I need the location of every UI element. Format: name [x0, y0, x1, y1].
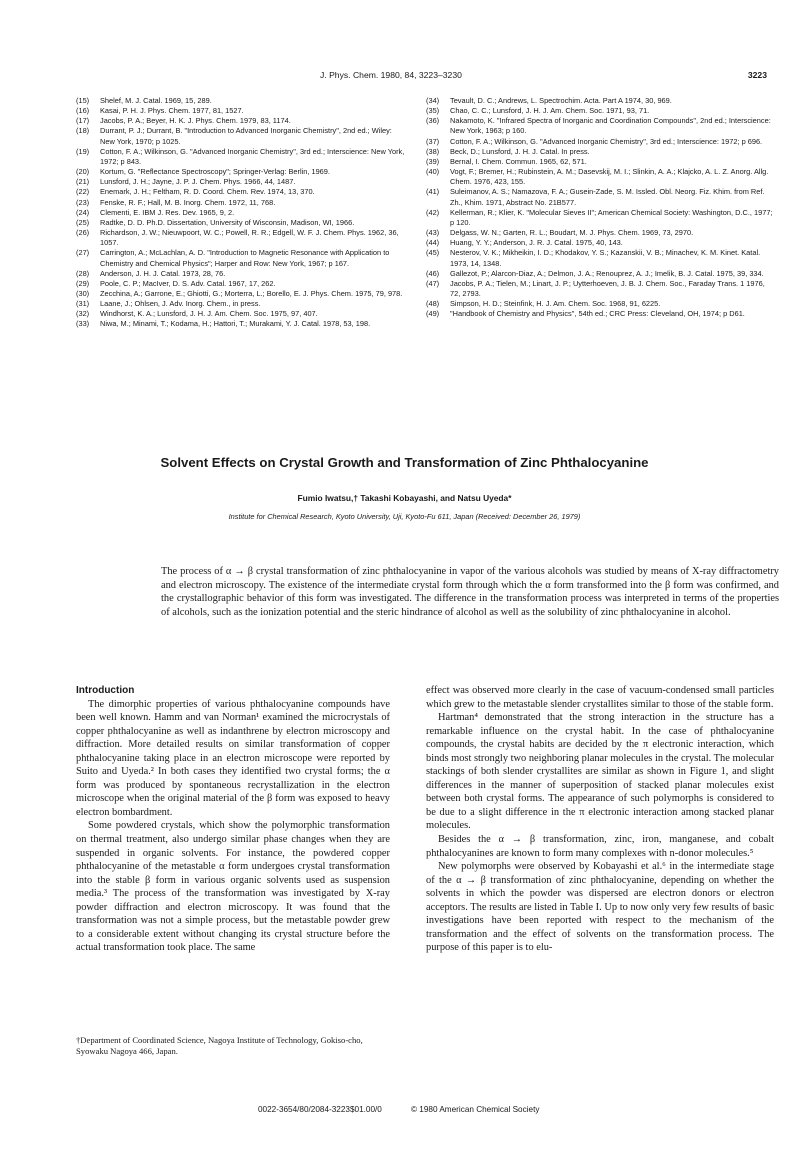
- reference-number: (41): [426, 187, 440, 197]
- reference-number: (36): [426, 116, 440, 126]
- reference-number: (40): [426, 167, 440, 177]
- reference-text: Niwa, M.; Minami, T.; Kodama, H.; Hattori, T.; Murakami, Y. J. Catal. 1978, 53, 198.: [100, 319, 371, 329]
- reference-number: (26): [76, 228, 90, 238]
- reference-item: [76, 248, 408, 268]
- reference-item: [76, 309, 408, 319]
- reference-item: [426, 157, 774, 167]
- reference-text: Cotton, F. A.; Wilkinson, G. "Advanced Inorganic Chemistry", 3rd ed.; Interscience: 1972; p 696.: [450, 136, 763, 146]
- reference-text: Beck, D.; Lunsford, J. H. J. Catal. In press.: [450, 146, 590, 156]
- reference-item: [426, 208, 774, 228]
- reference-list-left: [76, 96, 408, 330]
- reference-text: Zecchina, A.; Garrone, E.; Ghiotti, G.; Morterra, L.; Borello, E. J. Phys. Chem. 1975, 79, 978.: [100, 288, 403, 298]
- reference-text: Huang, Y. Y.; Anderson, J. R. J. Catal. 1975, 40, 143.: [450, 238, 623, 248]
- reference-item: [426, 238, 774, 248]
- reference-text: Richardson, J. W.; Nieuwpoort, W. C.; Powell, R. R.; Edgell, W. F. J. Chem. Phys. 1962, 36, 1057.: [100, 228, 399, 248]
- reference-text: Anderson, J. H. J. Catal. 1973, 28, 76.: [100, 268, 226, 278]
- reference-number: (16): [76, 106, 90, 116]
- reference-number: (45): [426, 248, 440, 258]
- reference-text: Lunsford, J. H.; Jayne, J. P. J. Chem. Phys. 1966, 44, 1487.: [100, 177, 296, 187]
- reference-number: (29): [76, 278, 90, 288]
- reference-item: [76, 177, 408, 187]
- article-affiliation: Institute for Chemical Research, Kyoto University, Uji, Kyoto-Fu 611, Japan (Received: December 26, 1979): [228, 512, 581, 521]
- reference-number: (17): [76, 116, 90, 126]
- reference-number: (31): [76, 299, 90, 309]
- reference-item: [76, 106, 408, 116]
- reference-item: [426, 228, 774, 238]
- reference-number: (34): [426, 96, 440, 105]
- reference-number: (42): [426, 207, 440, 217]
- reference-text: Jacobs, P. A.; Tielen, M.; Linart, J. P.; Uytterhoeven, J. B. J. Chem. Soc., Faraday Trans. 1 1976, 72, 2793.: [450, 278, 765, 298]
- reference-text: Suleimanov, A. S.; Namazova, F. A.; Gusein-Zade, S. M. Issled. Obl. Neorg. Fiz. Khim. from Ref. Zh., Khim. 1971, Abstract No. 21B577.: [450, 187, 765, 207]
- reference-number: (47): [426, 278, 440, 288]
- reference-number: (33): [76, 319, 90, 329]
- reference-text: Windhorst, K. A.; Lunsford, J. H. J. Am. Chem. Soc. 1975, 97, 407.: [100, 309, 318, 319]
- reference-number: (37): [426, 136, 440, 146]
- body-paragraph: Besides the α → β transformation, zinc, iron, manganese, and cobalt phthalocyanines are known to form many complexes with n-donor molecules.⁵: [426, 834, 774, 859]
- reference-text: Delgass, W. N.; Garten, R. L.; Boudart, M. J. Phys. Chem. 1969, 73, 2970.: [450, 228, 694, 238]
- reference-text: Shelef, M. J. Catal. 1969, 15, 289.: [100, 96, 212, 105]
- reference-item: [76, 96, 408, 106]
- reference-text: Clementi, E. IBM J. Res. Dev. 1965, 9, 2.: [100, 207, 235, 217]
- reference-text: Poole, C. P.; MacIver, D. S. Adv. Catal. 1967, 17, 262.: [100, 278, 276, 288]
- reference-item: [76, 269, 408, 279]
- reference-text: Nesterov, V. K.; Mikheikin, I. D.; Khodakov, Y. S.; Kazanskii, V. B.; Minachev, K. M. Kinet. Katal. 1973, 14, 1348.: [450, 248, 761, 268]
- reference-text: Jacobs, P. A.; Beyer, H. K. J. Phys. Chem. 1979, 83, 1174.: [100, 116, 291, 126]
- reference-item: [76, 167, 408, 177]
- body-column-left: [76, 684, 390, 955]
- reference-item: [426, 279, 774, 299]
- reference-text: Simpson, H. D.; Steinfink, H. J. Am. Chem. Soc. 1968, 91, 6225.: [450, 299, 661, 309]
- reference-number: (38): [426, 146, 440, 156]
- reference-text: Durrant, P. J.; Durrant, B. "Introduction to Advanced Inorganic Chemistry", 2nd ed.; Wiley: New York, 1970; p 1025.: [100, 126, 392, 146]
- reference-item: [426, 299, 774, 309]
- reference-item: [76, 228, 408, 248]
- reference-item: [76, 218, 408, 228]
- reference-number: (25): [76, 217, 90, 227]
- body-paragraph: effect was observed more clearly in the case of vacuum-condensed small particles which grew to the metastable slender crystallites similar to those of the stable form.: [426, 685, 774, 710]
- reference-number: (48): [426, 299, 440, 309]
- reference-item: [76, 208, 408, 218]
- reference-item: [426, 309, 774, 319]
- reference-item: [426, 269, 774, 279]
- reference-text: Fenske, R. F.; Hall, M. B. Inorg. Chem. 1972, 11, 768.: [100, 197, 276, 207]
- body-column-right: [426, 684, 774, 955]
- reference-number: (30): [76, 288, 90, 298]
- body-paragraph: Some powdered crystals, which show the polymorphic transformation on thermal treatment, also undergo similar phase changes when they are suspended in organic solvents. For instance, the powdered copper phthalocyanine of the metastable α form undergoes crystal transformation into the stable β form in various organic solvents used as suspension media.³ The process of the transformation was investigated by X-ray powder diffraction and electron microscopy. It was found that the transformation was not a simple process, but the metastable powder grew to a considerable extent without changing its crystal structure before the actual transformation took place. The same: [76, 820, 390, 954]
- reference-text: Laane, J.; Ohlsen, J. Adv. Inorg. Chem., in press.: [100, 299, 261, 309]
- copyright-notice: © 1980 American Chemical Society: [411, 1105, 540, 1114]
- reference-item: [426, 96, 774, 106]
- reference-text: Kellerman, R.; Klier, K. "Molecular Sieves II"; American Chemical Society: Washington, D.C., 1977; p 120.: [450, 207, 773, 227]
- reference-item: [426, 187, 774, 207]
- reference-item: [76, 289, 408, 299]
- reference-number: (19): [76, 146, 90, 156]
- page-number: 3223: [747, 70, 767, 80]
- reference-item: [76, 187, 408, 197]
- reference-text: Carrington, A.; McLachlan, A. D. "Introduction to Magnetic Resonance with Application to Chemistry and Chemical Physics"; Harper and Row: New York, 1967; p 167.: [100, 248, 390, 268]
- reference-number: (39): [426, 156, 440, 166]
- reference-text: Kasai, P. H. J. Phys. Chem. 1977, 81, 1527.: [100, 106, 244, 116]
- reference-text: Nakamoto, K. "Infrared Spectra of Inorganic and Coordination Compounds", 2nd ed.; Interscience: New York, 1963; p 160.: [450, 116, 771, 136]
- reference-number: (18): [76, 126, 90, 136]
- reference-number: (46): [426, 268, 440, 278]
- reference-number: (21): [76, 177, 90, 187]
- reference-number: (28): [76, 268, 90, 278]
- body-paragraph: Hartman⁴ demonstrated that the strong interaction in the structure has a remarkable influence on the crystal habit. In the case of phthalocyanine compounds, the crystal habits are decided by the π electronic interaction, which binds most strongly two neighboring planar molecules in the crystal. The molecular stackings of both slender crystallites are similar as shown in Figure 1, and slight differences in the manner of superposition of stacked planar molecules exist between both crystal forms. The appearance of such polymorphs is considered to be due to a slight difference in the π electronic interaction among stacked planar molecules.: [426, 712, 774, 832]
- running-header: [0, 70, 809, 84]
- reference-number: (24): [76, 207, 90, 217]
- reference-item: [426, 248, 774, 268]
- reference-item: [426, 137, 774, 147]
- reference-text: Tevault, D. C.; Andrews, L. Spectrochim. Acta. Part A 1974, 30, 969.: [450, 96, 672, 105]
- reference-text: Chao, C. C.; Lunsford, J. H. J. Am. Chem. Soc. 1971, 93, 71.: [450, 106, 650, 116]
- reference-number: (15): [76, 96, 90, 105]
- reference-item: [76, 198, 408, 208]
- reference-item: [76, 147, 408, 167]
- reference-text: Radtke, D. D. Ph.D. Dissertation, University of Wisconsin, Madison, WI, 1966.: [100, 217, 355, 227]
- reference-item: [76, 126, 408, 146]
- article-authors: Fumio Iwatsu,† Takashi Kobayashi, and Natsu Uyeda*: [297, 493, 512, 503]
- reference-item: [76, 319, 408, 329]
- body-paragraph: The dimorphic properties of various phthalocyanine compounds have been well known. Hamm and van Norman¹ examined the microcrystals of copper phthalocyanine as well as indanthrene by electron microscopy and diffraction. More detailed results on similar transformation of copper phthalocyanine taking place in an electron microscope were reported by Suito and Uyeda.² In both cases they identified two crystal forms; the α form was produced by spontaneous recrystallization in the electron microscope when the original material of the β form was exposed to heavy electron bombardment.: [76, 698, 390, 818]
- reference-item: [426, 167, 774, 187]
- reference-item: [76, 299, 408, 309]
- reference-number: (27): [76, 248, 90, 258]
- abstract: The process of α → β crystal transformation of zinc phthalocyanine in vapor of the various alcohols was studied by means of X-ray diffractometry and electron microscopy. The existence of the intermediate crystal form through which the α form transformed into the β form was confirmed, and the crystallographic behavior of this form was investigated. The difference in the transformation process was interpreted in terms of the properties of alcohols, such as the ionization potential and the steric hindrance of alcohol as well as the solubility of zinc phthalocyanine in alcohol.: [161, 566, 779, 618]
- reference-item: [76, 279, 408, 289]
- reference-number: (49): [426, 309, 440, 319]
- article-code: 0022-3654/80/2084-3223$01.00/0: [258, 1105, 382, 1114]
- reference-text: Kortum, G. "Reflectance Spectroscopy"; Springer-Verlag: Berlin, 1969.: [100, 167, 330, 177]
- article-title: Solvent Effects on Crystal Growth and Transformation of Zinc Phthalocyanine: [160, 455, 649, 470]
- reference-text: Vogt, F.; Bremer, H.; Rubinstein, A. M.; Dasevskij, M. I.; Slinkin, A. A.; Klajcko, A. L. Z. Anorg. Allg. Chem. 1976, 423, 155.: [450, 167, 769, 187]
- reference-number: (22): [76, 187, 90, 197]
- reference-text: Enemark, J. H.; Feltham, R. D. Coord. Chem. Rev. 1974, 13, 370.: [100, 187, 315, 197]
- reference-text: Gallezot, P.; Alarcon-Diaz, A.; Delmon, J. A.; Renouprez, A. J.; Imelik, B. J. Catal. 1975, 39, 334.: [450, 268, 764, 278]
- reference-number: (35): [426, 106, 440, 116]
- reference-number: (20): [76, 167, 90, 177]
- body-paragraph: New polymorphs were observed by Kobayashi et al.⁶ in the intermediate stage of the α → β transformation of zinc phthalocyanine, depending on whether the solvents in which the powder was dispersed are electron donors or electron acceptors. The results are listed in Table I. Up to now only very few results of basic investigations have been reported with respect to the mechanism of the transformation and the effect of solvents on the transformation process. The purpose of this paper is to elu-: [426, 861, 774, 954]
- reference-text: "Handbook of Chemistry and Physics", 54th ed.; CRC Press: Cleveland, OH, 1974; p D61.: [450, 309, 745, 319]
- reference-text: Bernal, I. Chem. Commun. 1965, 62, 571.: [450, 156, 587, 166]
- author-footnote: †Department of Coordinated Science, Nagoya Institute of Technology, Gokiso-cho, Syowaku Nagoya 466, Japan.: [76, 1035, 363, 1056]
- reference-number: (32): [76, 309, 90, 319]
- reference-item: [426, 116, 774, 136]
- reference-item: [426, 147, 774, 157]
- reference-text: Cotton, F. A.; Wilkinson, G. "Advanced Inorganic Chemistry", 3rd ed.; Interscience: New York, 1972; p 843.: [100, 146, 405, 166]
- reference-item: [426, 106, 774, 116]
- journal-citation: J. Phys. Chem. 1980, 84, 3223–3230: [320, 70, 462, 80]
- reference-number: (43): [426, 228, 440, 238]
- section-heading-introduction: Introduction: [76, 685, 135, 696]
- reference-list-right: [426, 96, 774, 319]
- reference-number: (23): [76, 197, 90, 207]
- reference-item: [76, 116, 408, 126]
- reference-number: (44): [426, 238, 440, 248]
